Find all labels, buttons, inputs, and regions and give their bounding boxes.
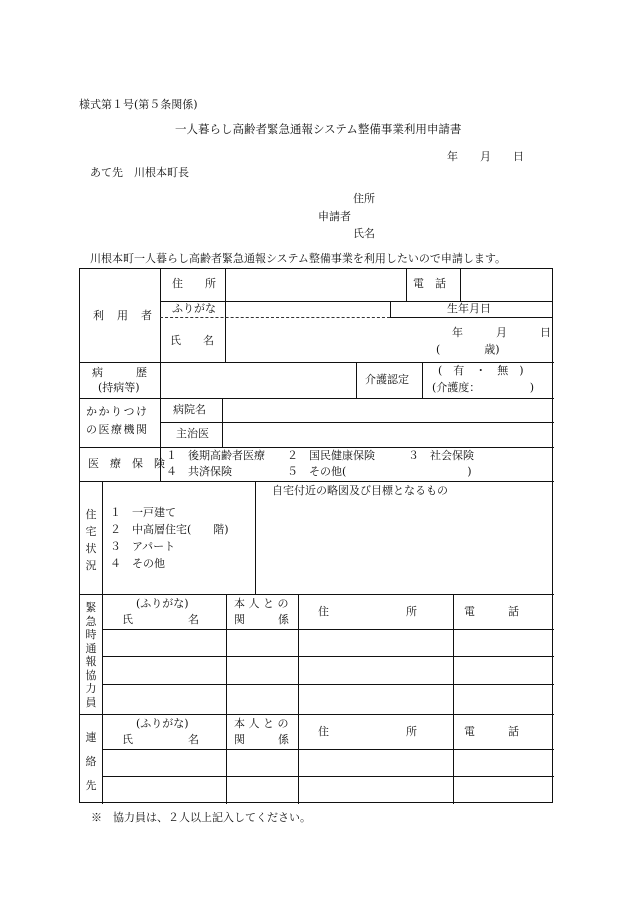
doctor-field[interactable] xyxy=(223,423,553,447)
user-furigana-label: ふりがな xyxy=(172,302,216,315)
medical-history-label: 病 歴 xyxy=(92,366,147,379)
user-address-field[interactable] xyxy=(226,269,404,301)
clinic-sublabel: の医療機関 xyxy=(86,423,149,436)
care-certification-option[interactable]: ( 有 ・ 無 ) xyxy=(438,364,524,377)
emergency-furigana-header: (ふりがな) xyxy=(136,597,189,610)
medical-history-field[interactable] xyxy=(161,363,355,397)
applicant-name-label: 氏名 xyxy=(353,227,375,240)
housing-label: 住宅状況 xyxy=(85,508,97,572)
addressee: あて先 川根本町長 xyxy=(90,166,189,179)
emergency-name-header: 氏 名 xyxy=(122,613,199,626)
emergency-row-2-name[interactable] xyxy=(103,657,226,684)
hospital-name-label: 病院名 xyxy=(173,403,206,416)
insurance-label: 医 療 保 険 xyxy=(88,457,165,470)
user-birth-label: 生年月日 xyxy=(447,302,491,315)
application-statement: 川根本町一人暮らし高齢者緊急通報システム整備事業を利用したいので申請します。 xyxy=(90,252,507,265)
insurance-options-line2[interactable]: ４ 共済保険 ５ その他( ) xyxy=(166,465,472,478)
home-map-label: 自宅付近の略図及び目標となるもの xyxy=(272,484,448,497)
clinic-label: かかりつけ xyxy=(86,405,149,418)
application-form-table xyxy=(79,268,553,803)
emergency-address-header: 住 所 xyxy=(318,605,417,618)
footnote: ※ 協力員は、２人以上記入してください。 xyxy=(91,811,311,824)
contact-relation-header-2: 関 係 xyxy=(234,733,289,746)
user-furigana-field[interactable] xyxy=(226,302,389,317)
housing-option-4[interactable]: ４ その他 xyxy=(110,557,165,570)
housing-option-2[interactable]: ２ 中高層住宅( 階) xyxy=(110,523,229,536)
emergency-row-1-name[interactable] xyxy=(103,630,226,656)
contact-address-header: 住 所 xyxy=(318,725,417,738)
form-number: 様式第１号(第５条関係) xyxy=(79,98,198,111)
user-phone-label: 電 話 xyxy=(413,277,446,290)
care-level[interactable]: (介護度： ) xyxy=(432,381,535,394)
user-name-field[interactable] xyxy=(226,318,389,362)
application-date: 年 月 日 xyxy=(447,150,524,163)
housing-option-1[interactable]: １ 一戸建て xyxy=(110,506,176,519)
applicant-address-label: 住所 xyxy=(353,192,375,205)
care-certification-label: 介護認定 xyxy=(365,373,409,386)
housing-option-3[interactable]: ３ アパート xyxy=(110,540,176,553)
user-phone-field[interactable] xyxy=(461,269,553,301)
user-age[interactable]: ( 歳) xyxy=(436,343,500,356)
emergency-phone-header: 電 話 xyxy=(464,605,519,618)
emergency-contacts-label: 緊急時通報協力員 xyxy=(85,601,97,709)
form-title: 一人暮らし高齢者緊急通報システム整備事業利用申請書 xyxy=(175,122,462,136)
user-birth-date[interactable]: 年 月 日 xyxy=(452,326,551,339)
user-section-label: 利 用 者 xyxy=(93,309,153,322)
applicant-label: 申請者 xyxy=(318,210,351,223)
emergency-row-3-name[interactable] xyxy=(103,685,226,713)
home-map-area[interactable] xyxy=(256,499,553,593)
emergency-relation-header: 本 人 と の xyxy=(234,597,289,610)
hospital-name-field[interactable] xyxy=(223,399,553,422)
contact-relation-header: 本 人 と の xyxy=(234,717,289,730)
contact-name-header: 氏 名 xyxy=(122,733,199,746)
doctor-label: 主治医 xyxy=(176,427,209,440)
contact-label: 連絡先 xyxy=(85,731,97,792)
emergency-relation-header-2: 関 係 xyxy=(234,613,289,626)
user-name-label: 氏 名 xyxy=(170,334,214,347)
contact-row-2-name[interactable] xyxy=(103,777,226,803)
medical-history-sublabel: (持病等) xyxy=(98,381,140,394)
contact-phone-header: 電 話 xyxy=(464,725,519,738)
user-address-label: 住 所 xyxy=(172,277,216,290)
insurance-options-line1[interactable]: １ 後期高齢者医療 ２ 国民健康保険 ３ 社会保険 xyxy=(166,449,474,462)
contact-row-1-name[interactable] xyxy=(103,750,226,776)
contact-furigana-header: (ふりがな) xyxy=(136,717,189,730)
